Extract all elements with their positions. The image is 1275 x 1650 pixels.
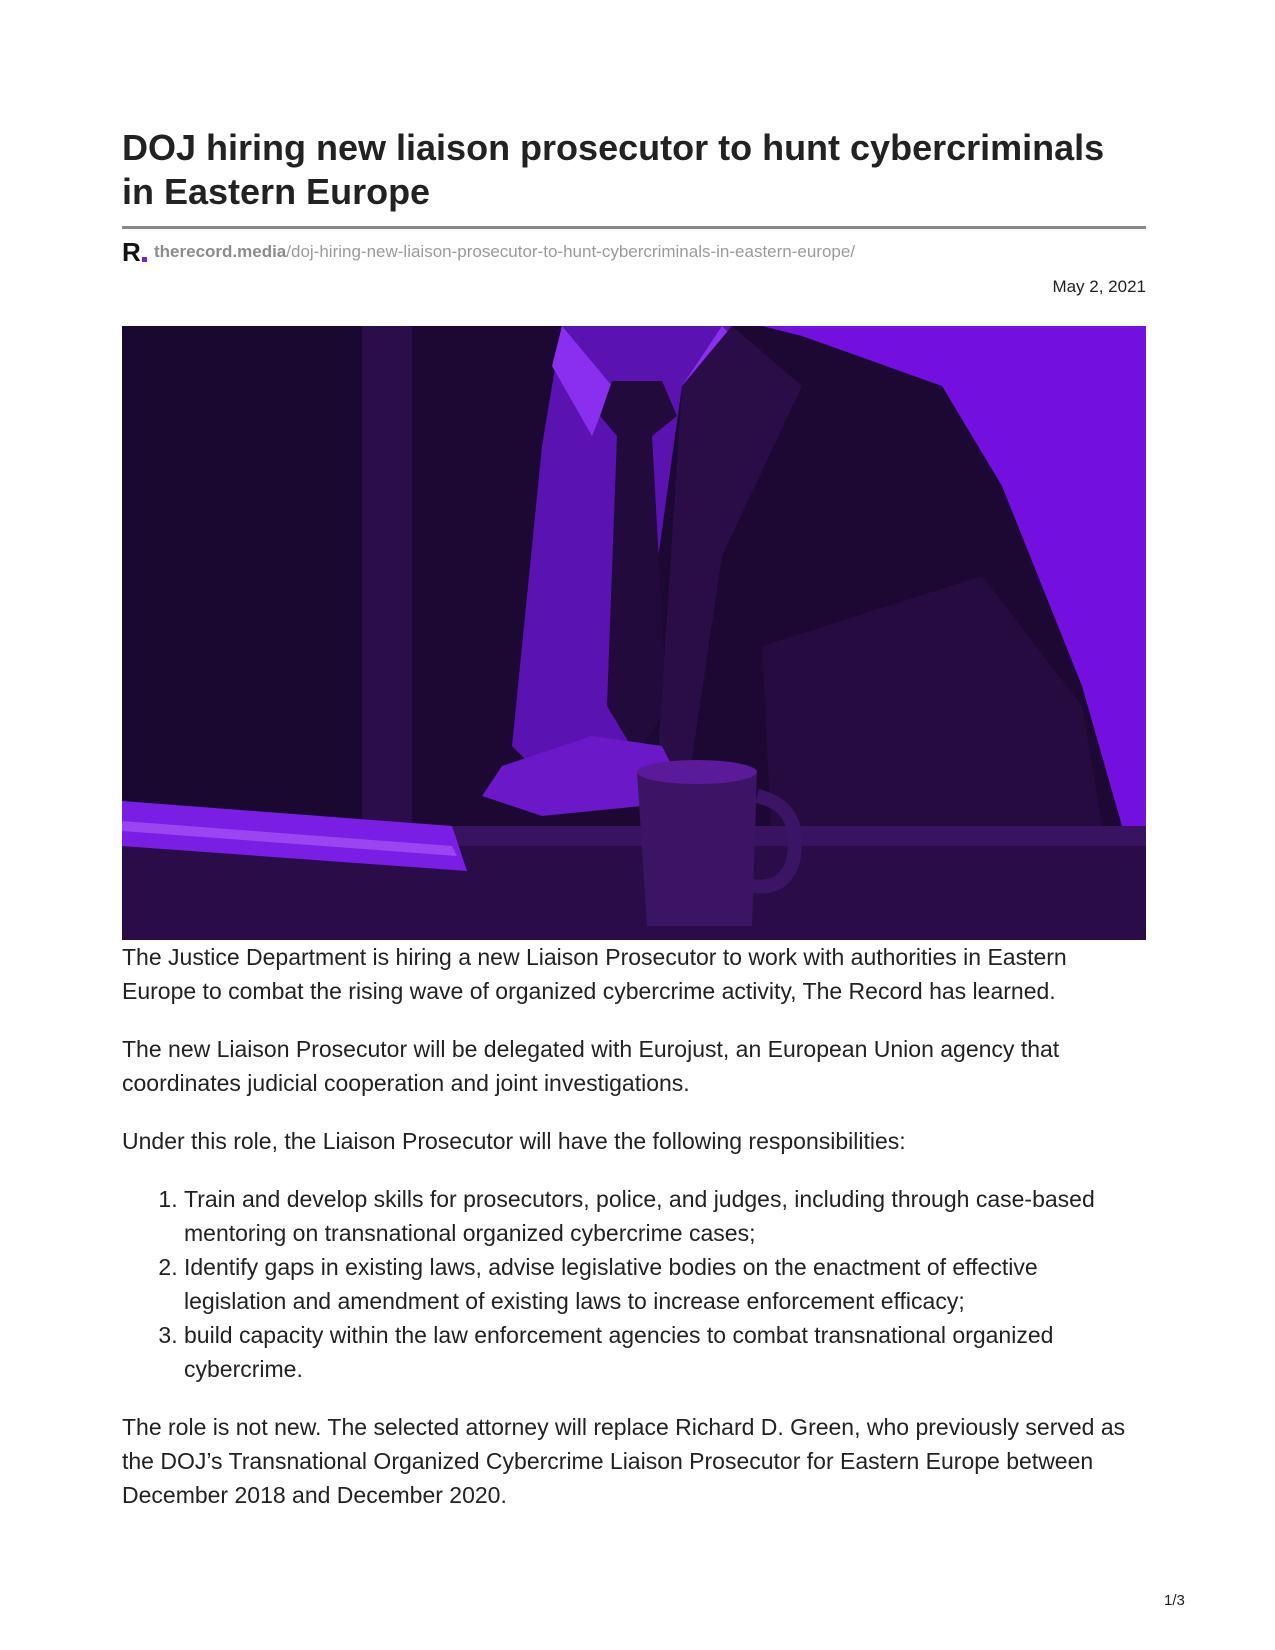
logo-letter: R [122,237,141,267]
article-body [122,940,1146,1536]
list-item: 2. Identify gaps in existing laws, advise legislative bodies on the enactment of effective legislation and amendment of existing laws to increase enforcement efficacy; [184,1250,1146,1318]
monitor-edge [362,326,412,826]
logo-dot [142,257,147,262]
paragraph-3: Under this role, the Liaison Prosecutor will have the following responsibilities: [122,1128,906,1154]
page-number: 1/3 [1164,1592,1185,1609]
paragraph-1: The Justice Department is hiring a new Liaison Prosecutor to work with authorities in Eastern Europe to combat the rising wave of organized cybercrime activity, The Record has learned. [122,944,1067,1004]
list-item: 1. Train and develop skills for prosecutors, police, and judges, including through case-based mentoring on transnational organized cybercrime cases; [184,1182,1146,1250]
the-record-logo-icon [122,237,148,267]
paragraph-2: The new Liaison Prosecutor will be delegated with Eurojust, an European Union agency that coordinates judicial cooperation and joint investigations. [122,1036,1060,1096]
mug-shape [637,771,757,926]
hero-image [122,326,1146,940]
title-divider [122,226,1146,229]
list-item: 3. build capacity within the law enforcement agencies to combat transnational organized cybercrime. [184,1318,1146,1386]
source-path[interactable]: /doj-hiring-new-liaison-prosecutor-to-hunt-cybercriminals-in-eastern-europe/ [286,242,856,261]
responsibilities-list [122,1182,1146,1386]
closing-paragraph: The role is not new. The selected attorney will replace Richard D. Green, who previously served as the DOJ’s Transnational Organized Cybercrime Liaison Prosecutor for Eastern Europe between December 2018 and December 2020. [122,1414,1126,1508]
article-date: May 2, 2021 [1052,277,1146,296]
source-domain[interactable]: therecord.media [154,242,287,261]
article-title: DOJ hiring new liaison prosecutor to hunt cybercriminals in Eastern Europe [122,127,1105,212]
mug-rim [637,760,757,784]
source-link[interactable] [122,237,856,267]
